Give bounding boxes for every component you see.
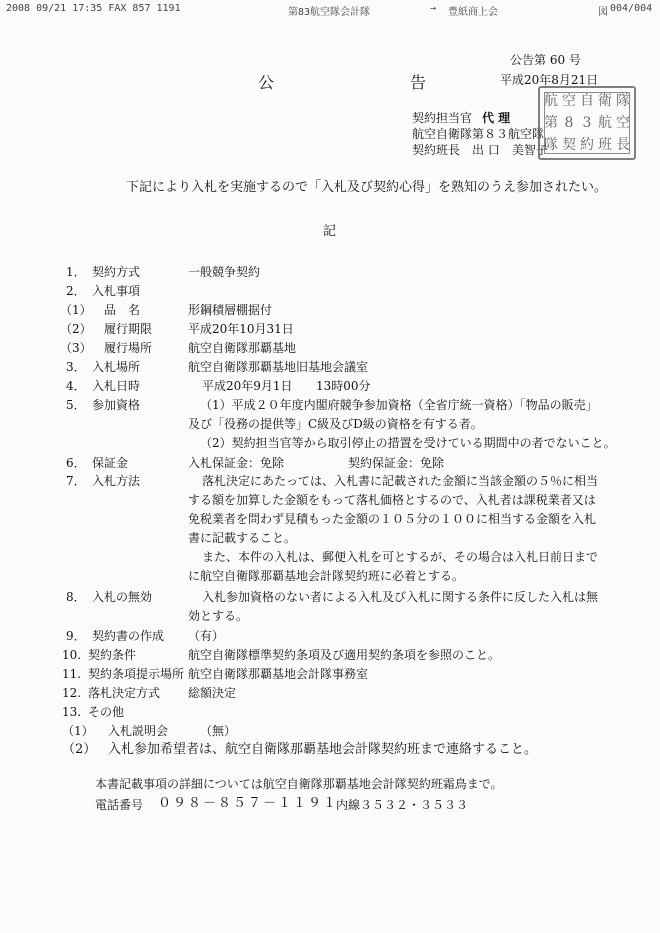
seal-char: 隊 — [616, 93, 630, 109]
phone-extension: 内線３５３２・３５３３ — [336, 798, 469, 812]
notice-date: 平成20年8月21日 — [500, 73, 599, 87]
item-13-label: その他 — [88, 705, 125, 719]
seal-char: 約 — [580, 137, 594, 153]
item-5-number: 5． — [66, 398, 86, 412]
item-2-3-number: （3） — [60, 341, 92, 355]
item-10-value: 航空自衛隊標準契約条項及び適用契約条項を参照のこと。 — [188, 648, 501, 662]
item-7-line-4: 書に記載すること。 — [188, 531, 297, 545]
item-13-2-number: （2） — [62, 742, 97, 757]
item-12-label: 落札決定方式 — [88, 686, 161, 700]
item-6-label: 保証金 — [92, 456, 129, 470]
fax-datetime: 2008 09/21 17:35 FAX 857 1191 — [6, 3, 181, 14]
item-2-1-label: 品 名 — [104, 303, 141, 317]
item-4-label: 入札日時 — [92, 379, 141, 393]
item-5-label: 参加資格 — [92, 398, 141, 412]
issuer-proxy: 代 理 — [482, 111, 511, 125]
seal-char: 8 — [564, 115, 574, 131]
item-1-label: 契約方式 — [92, 265, 141, 279]
item-1-number: 1． — [66, 265, 86, 279]
item-9-number: 9． — [66, 629, 86, 643]
item-9-value: （有） — [188, 629, 225, 643]
fax-mark: 図 — [598, 7, 608, 18]
item-2-2-value: 平成20年10月31日 — [188, 322, 294, 336]
item-3-label: 入札場所 — [92, 360, 141, 374]
item-8-number: 8． — [66, 590, 86, 604]
item-11-value: 航空自衛隊那覇基地会計隊事務室 — [188, 667, 369, 681]
item-3-value: 航空自衛隊那覇基地旧基地会議室 — [188, 360, 369, 374]
item-8-label: 入札の無効 — [92, 590, 153, 604]
notice-number: 公告第 60 号 — [510, 53, 581, 67]
item-7-line-2: する額を加算した金額をもって落札価格とするので、入札者は課税業者又は — [188, 493, 596, 507]
seal-char: 第 — [544, 115, 558, 131]
item-2-1-number: （1） — [60, 303, 92, 317]
item-9-label: 契約書の作成 — [92, 629, 165, 643]
page-title: 公 告 — [258, 73, 487, 92]
item-5-line-3: （2）契約担当官等から取引停止の措置を受けている期間中の者でないこと。 — [200, 436, 616, 450]
seal-char: 契 — [562, 137, 576, 153]
seal-char: 衛 — [598, 93, 612, 109]
seal-char: 航 — [598, 115, 612, 131]
seal-char: 隊 — [544, 137, 558, 153]
item-8-line-2: 効とする。 — [188, 609, 249, 623]
item-13-2-value: 入札参加希望者は、航空自衛隊那覇基地会計隊契約班まで連絡すること。 — [108, 742, 538, 757]
item-10-number: 10. — [62, 648, 82, 662]
seal-char: 自 — [580, 93, 594, 109]
seal-char: 空 — [616, 115, 630, 131]
item-6-number: 6． — [66, 456, 86, 470]
item-7-line-5: また、本件の入札は、郵便入札を可とするが、その場合は入札日前日まで — [202, 550, 599, 564]
ki-heading: 記 — [323, 224, 337, 239]
item-8-line-1: 入札参加資格のない者による入札及び入札に関する条件に反した入札は無 — [202, 590, 599, 604]
item-3-number: 3． — [66, 360, 86, 374]
item-7-number: 7． — [66, 474, 86, 488]
contact-text: 本書記載事項の詳細については航空自衛隊那覇基地会計隊契約班霜鳥まで。 — [95, 777, 503, 791]
item-4-date: 平成20年9月1日 — [202, 379, 293, 393]
item-2-number: 2． — [66, 284, 86, 298]
item-6-contract-deposit: 契約保証金：免除 — [348, 456, 445, 470]
item-2-2-number: （2） — [60, 322, 92, 336]
item-12-number: 12. — [62, 686, 82, 700]
item-4-time: 13時00分 — [316, 379, 371, 393]
item-7-line-6: に航空自衛隊那覇基地会計隊契約班に必着とする。 — [188, 569, 465, 583]
item-5-line-1: （1）平成２０年度内閣府競争参加資格（全省庁統一資格）「物品の販売」 — [200, 398, 598, 412]
item-2-label: 入札事項 — [92, 284, 141, 298]
item-13-1-value: （無） — [200, 724, 237, 738]
seal-char: 3 — [582, 115, 592, 131]
intro-text: 下記により入札を実施するので「入札及び契約心得」を熟知のうえ参加されたい。 — [126, 180, 608, 195]
item-2-3-label: 履行場所 — [104, 341, 153, 355]
official-seal — [538, 86, 636, 160]
item-2-2-label: 履行期限 — [104, 322, 153, 336]
item-4-number: 4． — [66, 379, 86, 393]
fax-page: 004/004 — [610, 3, 653, 14]
issuer-title: 契約担当官 — [412, 111, 473, 125]
item-2-3-value: 航空自衛隊那覇基地 — [188, 341, 297, 355]
item-6-bid-deposit: 入札保証金：免除 — [188, 456, 285, 470]
phone-number: ０９８－８５７－１１９１ — [158, 796, 339, 811]
item-7-line-1: 落札決定にあたっては、入札書に記載された金額に当該金額の５％に相当 — [202, 474, 599, 488]
item-7-line-3: 免税業者を問わず見積もった金額の１０５分の１００に相当する金額を入札 — [188, 512, 597, 526]
item-13-number: 13. — [62, 705, 82, 719]
item-5-line-2: 及び「役務の提供等」C級及びD級の資格を有する者。 — [188, 417, 483, 431]
item-11-label: 契約条項提示場所 — [88, 667, 185, 681]
item-1-value: 一般競争契約 — [188, 265, 261, 279]
seal-char: 班 — [598, 137, 612, 153]
item-7-label: 入札方法 — [92, 474, 141, 488]
fax-arrow: → — [430, 3, 437, 14]
issuer-name: 契約班長 出 口 美智子 — [412, 143, 548, 157]
issuer-unit: 航空自衛隊第８３航空隊 — [412, 127, 545, 141]
item-2-1-value: 形鋼積層棚据付 — [188, 303, 273, 317]
item-13-1-label: 入札説明会 — [108, 724, 169, 738]
seal-char: 空 — [562, 93, 576, 109]
seal-char: 航 — [544, 93, 558, 109]
item-13-1-number: （1） — [62, 724, 94, 738]
fax-recipient: 豊紙商上会 — [448, 7, 498, 18]
item-12-value: 総額決定 — [188, 686, 237, 700]
seal-char: 長 — [616, 137, 630, 153]
item-11-number: 11. — [62, 667, 82, 681]
phone-label: 電話番号 — [95, 798, 144, 812]
fax-sender: 第83航空隊会計隊 — [288, 7, 371, 18]
item-10-label: 契約条件 — [88, 648, 137, 662]
